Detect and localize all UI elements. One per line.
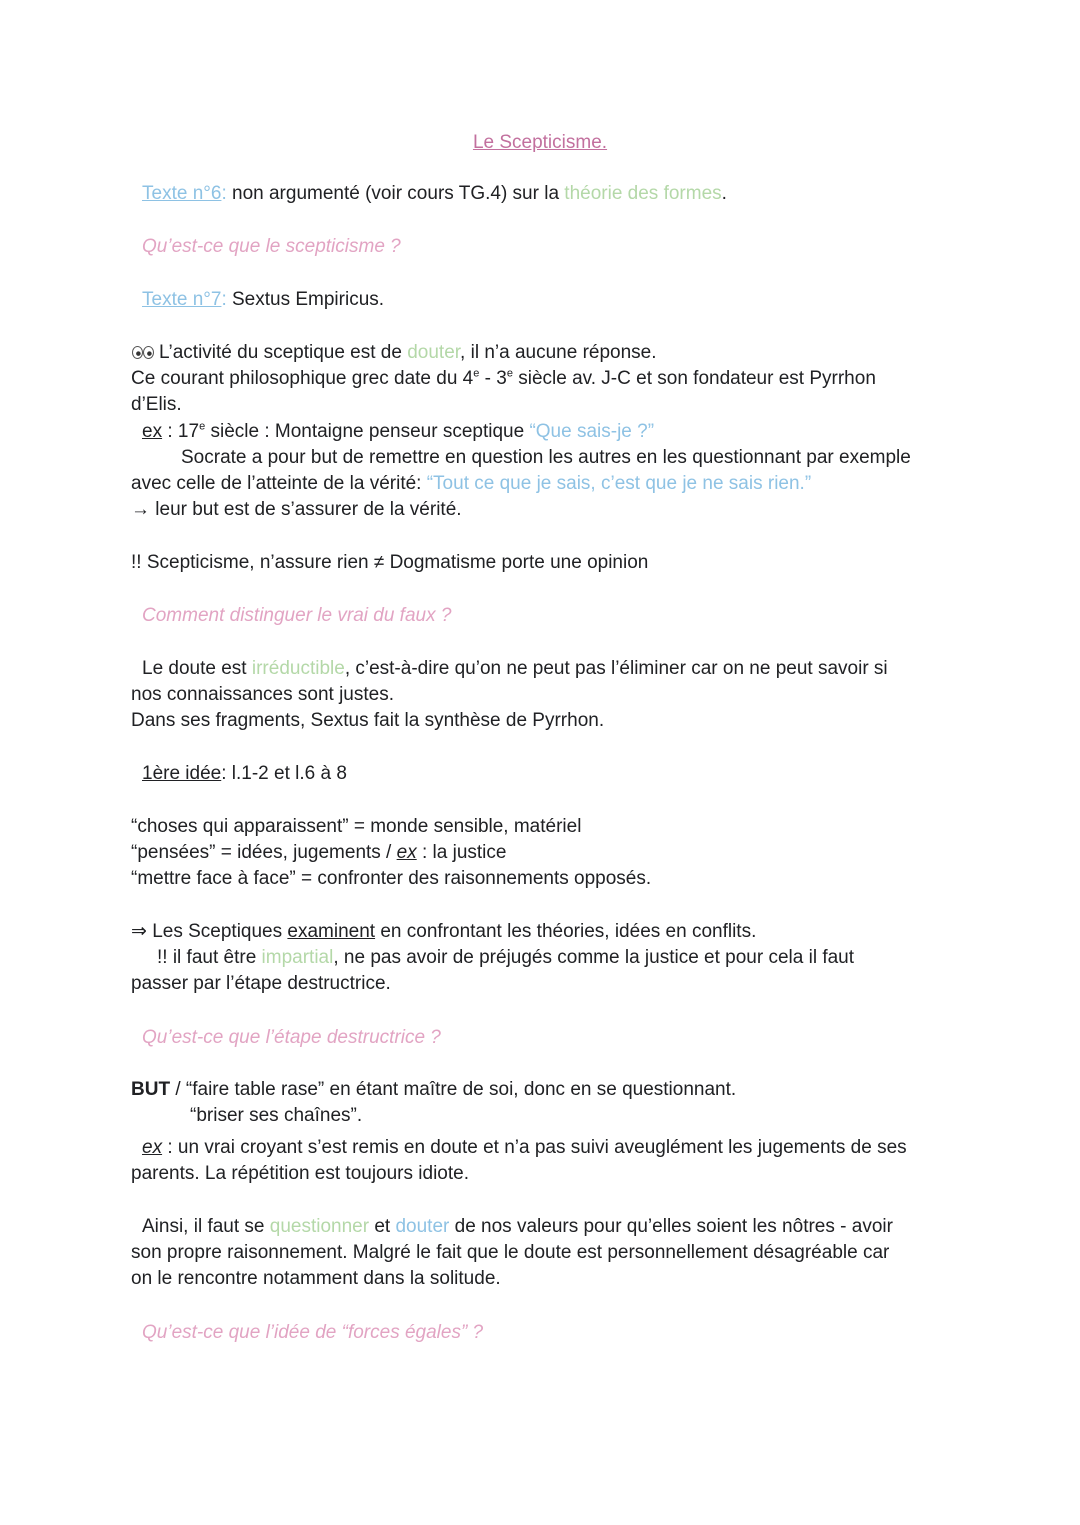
paragraph-line: parents. La répétition est toujours idiote. (131, 1163, 469, 1184)
theory-of-forms: théorie des formes (564, 183, 722, 204)
warning-line: !! Scepticisme, n’assure rien ≠ Dogmatisme porte une opinion (131, 552, 649, 573)
page-title: Le Scepticisme. (472, 132, 608, 153)
paragraph-line: “briser ses chaînes”. (190, 1105, 363, 1126)
paragraph-line: passer par l’étape destructrice. (131, 973, 391, 994)
example-line: ex : un vrai croyant s’est remis en doute et n’a pas suivi aveuglément les jugements de ses (142, 1137, 907, 1158)
paragraph-line: → leur but est de s’assurer de la vérité. (131, 499, 462, 520)
definition-line: “mettre face à face” = confronter des raisonnements opposés. (131, 868, 652, 889)
question-scepticism: Qu’est-ce que le scepticisme ? (142, 236, 401, 257)
text6-line: Texte n°6: non argumenté (voir cours TG.4) sur la théorie des formes. (142, 183, 727, 204)
question-destructive-step: Qu’est-ce que l’étape destructrice ? (142, 1027, 441, 1048)
paragraph-line: ⇒ Les Sceptiques examinent en confrontant les théories, idées en conflits. (131, 921, 757, 942)
example-line: ex : 17e siècle : Montaigne penseur sceptique “Que sais-je ?” (142, 420, 655, 442)
idea-line: 1ère idée: l.1-2 et l.6 à 8 (142, 763, 347, 784)
paragraph-line: on le rencontre notamment dans la solitude. (131, 1268, 501, 1289)
definition-line: “pensées” = idées, jugements / ex : la justice (131, 842, 507, 863)
paragraph-line: Ainsi, il faut se questionner et douter de nos valeurs pour qu’elles soient les nôtres - avoir (142, 1216, 893, 1237)
text7-ref: Texte n°7 (142, 289, 222, 310)
idea-label: 1ère idée (142, 763, 222, 784)
paragraph-line: BUT / “faire table rase” en étant maître de soi, donc en se questionnant. (131, 1079, 737, 1100)
paragraph-line: Ce courant philosophique grec date du 4e - 3e siècle av. J-C et son fondateur est Pyrrhon (131, 367, 876, 389)
paragraph-line: Socrate a pour but de remettre en question les autres en les questionnant par exemple (181, 447, 911, 468)
text6-ref: Texte n°6 (142, 183, 222, 204)
paragraph-line: nos connaissances sont justes. (131, 684, 394, 705)
question-true-false: Comment distinguer le vrai du faux ? (142, 605, 452, 626)
eyes-icon (131, 345, 155, 359)
ex-label: ex (396, 842, 417, 863)
paragraph-line: L’activité du sceptique est de douter, il n’a aucune réponse. (131, 340, 657, 366)
paragraph-line: son propre raisonnement. Malgré le fait que le doute est personnellement désagréable car (131, 1242, 890, 1263)
paragraph-line: Le doute est irréductible, c’est-à-dire qu’on ne peut pas l’éliminer car on ne peut savoir si (142, 658, 888, 679)
socrates-quote: “Tout ce que je sais, c’est que je ne sais rien.” (426, 473, 812, 494)
paragraph-line: avec celle de l’atteinte de la vérité: “Tout ce que je sais, c’est que je ne sais rien.” (131, 473, 812, 494)
montaigne-quote: “Que sais-je ?” (529, 421, 655, 442)
question-equal-forces: Qu’est-ce que l’idée de “forces égales” ? (142, 1322, 484, 1343)
definition-line: “choses qui apparaissent” = monde sensible, matériel (131, 816, 582, 837)
ex-label: ex (142, 421, 163, 442)
ex-label: ex (142, 1137, 163, 1158)
paragraph-line: d’Elis. (131, 394, 182, 415)
paragraph-line: Dans ses fragments, Sextus fait la synthèse de Pyrrhon. (131, 710, 605, 731)
text7-line: Texte n°7: Sextus Empiricus. (142, 289, 385, 310)
paragraph-line: !! il faut être impartial, ne pas avoir de préjugés comme la justice et pour cela il faut (157, 947, 855, 968)
